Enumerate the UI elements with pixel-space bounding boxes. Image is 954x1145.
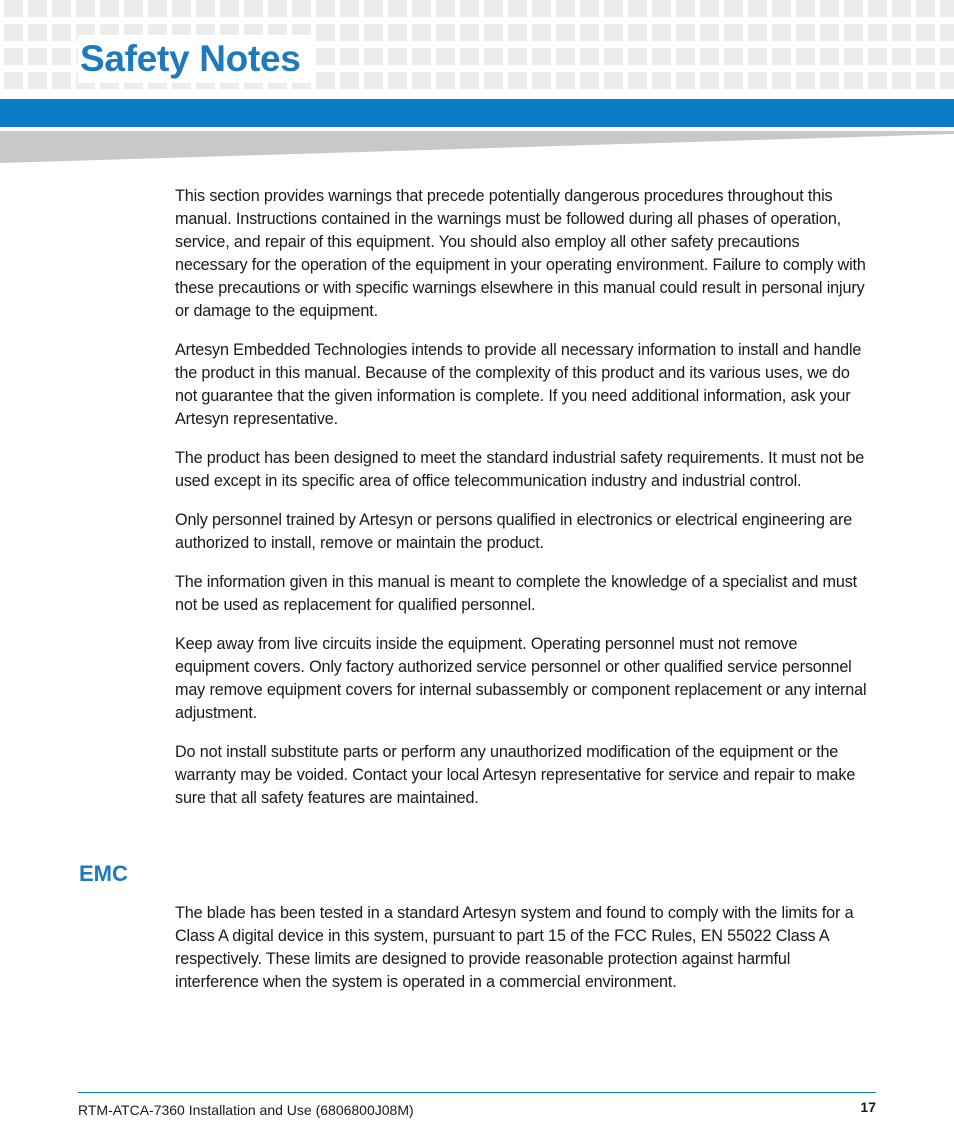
footer-rule (78, 1092, 876, 1093)
footer-document-title: RTM-ATCA-7360 Installation and Use (6806800J08M) (78, 1102, 414, 1118)
header-blue-band (0, 99, 954, 127)
page-number: 17 (860, 1099, 876, 1115)
intro-paragraph: Keep away from live circuits inside the equipment. Operating personnel must not remove equipment covers. Only factory authorized service personnel or other qualified service personnel may remove equipment covers for internal subassembly or component replacement or any internal adjustment. (175, 635, 867, 722)
intro-paragraph: The information given in this manual is meant to complete the knowledge of a specialist and must not be used as replacement for qualified personnel. (175, 573, 858, 614)
emc-section (175, 902, 875, 994)
emc-heading: EMC (79, 861, 128, 886)
emc-paragraph: The blade has been tested in a standard Artesyn system and found to comply with the limits for a Class A digital device in this system, pursuant to part 15 of the FCC Rules, EN 55022 Class A respectively. These limits are designed to provide reasonable protection against harmful interference when the system is operated in a commercial environment. (175, 904, 854, 991)
intro-paragraph: Artesyn Embedded Technologies intends to provide all necessary information to install and handle the product in this manual. Because of the complexity of this product and its various uses, we do not guarantee that the given information is complete. If you need additional information, ask your Artesyn representative. (175, 341, 862, 428)
page-title: Safety Notes (78, 35, 311, 83)
intro-section (175, 185, 875, 826)
gray-wedge-shape (0, 131, 954, 163)
header-gray-wedge (0, 131, 954, 163)
intro-paragraph: This section provides warnings that precede potentially dangerous procedures throughout this manual. Instructions contained in the warnings must be followed during all phases of operation, service, and repair of this equipment. You should also employ all other safety precautions necessary for the operation of the equipment in your operating environment. Failure to comply with these precautions or with specific warnings elsewhere in this manual could result in personal injury or damage to the equipment. (175, 187, 866, 320)
intro-paragraph: Do not install substitute parts or perform any unauthorized modification of the equipment or the warranty may be voided. Contact your local Artesyn representative for service and repair to make sure that all safety features are maintained. (175, 743, 856, 807)
intro-paragraph: The product has been designed to meet the standard industrial safety requirements. It must not be used except in its specific area of office telecommunication industry and industrial control. (175, 449, 865, 490)
intro-paragraph: Only personnel trained by Artesyn or persons qualified in electronics or electrical engineering are authorized to install, remove or maintain the product. (175, 511, 853, 552)
